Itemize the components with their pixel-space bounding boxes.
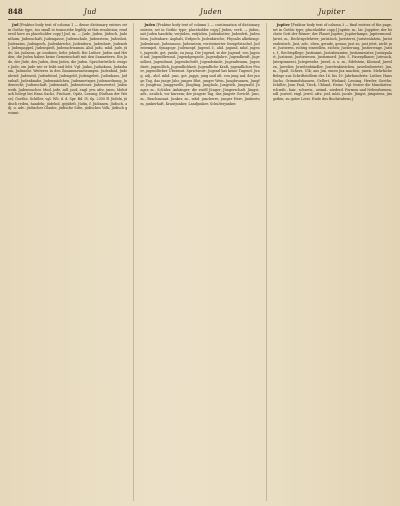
column-1-text: [Fraktur body text of column 1 — dense dictionary entries set in Gothic type, too small to transcribe legibly at this resolution; rendered here as placeholder copy.] Jud, m. — Jude, Juden, Jüdisch, Judenthum, Judenschaft, Judengasse, Judenschule, Judenstern, Judenhut, Judenzins, Judenpech, Judenkirsche, Judendorn, Judenbart, Judenohr, Judenpappel, Judenspieß, Judenschwamm. Ahd. judo, mhd. jude, jüde; lat. judaeus, gr. ioudaios; hebr. jehudi. Bei Luther: Juden und Heiden; die Juden haben keine Gemeinschaft mit den Samaritern. Ein Jude, der Jüde, des Juden, dem Juden, die Juden. Sprichwörtlich: ewiger Jude; ein Jude wie er leibt und lebt. Vgl. Judas, Judaskuss, Judasbaum, Judasohr. Weiteres in den Zusammensetzungen: Judenbad, Judenbrief, Judeneid, Judenfeind, Judengeld, Judengeleit, Judenhaus, Judenhaß, Judenknabe, Judenmädchen, Judenmetzger, Judenordnung, Judenrecht, Judenschaft, Judenstadt, Judensteuer, Judenviertel, Judenweib, Judenwucher. Mnd. jode, ndl. jood, engl. jew, afrz. juieu. Mehrfach belegt bei Hans Sachs, Fischart, Opitz, Lessing (Nathan der Weise), Goethe, Schiller; vgl. Wb. d. d. Spr. Bd. IV, Sp. 2350 ff. Jüdeln, jüdisch reden, handeln; jüdelnd, gejüdelt. Jüdin, f. Jüdinnen. Jüdisch, adj. u. adv.: jüdischer Glaube, jüdische Sitte, jüdisches Volk, jüdisch gesinnt.: [8, 23, 128, 115]
column-3-text: [Fraktur body text of column 3 — final entries of the page, set in Gothic type; placeholder copy.] Jupiter, m., lat. Juppiter, der höchste Gott der Römer; der Planet Jupiter; Jupiterlampe, Jupitermond. Jurist, m., Rechtsgelehrter; juristisch, Juristerei, Juristenlatein, Juristendeutsch. Just, adv., eben, gerade, genau; just so, just jetzt, nicht just. Justieren, richtig einstellen, eichen; Justierung, Justierwage. Justiz, f., Rechtspflege; Justizamt, Justizbeamter, Justizminister, Justizpalast, Justizrat, Justizwesen, Justizmord. Jute, f., Faserpflanze; Jutesack, Jutespinnerei, Jutegewebe. Juwel, n. u. m., Edelstein, Kleinod; Juwelen, Juwelier, Juwelenhändler, Juwelenkästchen, juwelenbesetzt. Jux, m., Spaß, Scherz, Ulk; aus Jux, einen Jux machen; juxen. Mehrfache Belege aus Schriftstellern des 16. bis 19. Jahrhunderts: Luther, Hans Sachs, Grimmelshausen, Gellert, Wieland, Lessing, Herder, Goethe, Schiller, Jean Paul, Tieck, Uhland, Heine. Vgl. ferner die Mundarten: schwäb., bair., schweiz., ostmd., niederd. Formen und Nebenformen; ndl. juweel, engl. jewel, afrz. joel, mlat. jocale. Jüngst, jüngstens, jüngsthin; zu guter Letzt. Ende des Buchstabens J.: [272, 23, 392, 101]
column-2-heading: Juden: [200, 8, 222, 16]
text-columns: [8, 23, 392, 501]
column-3-heading: Jupiter: [318, 8, 345, 16]
column-divider: [266, 23, 267, 501]
column-2-lemma: Juden: [144, 23, 156, 27]
column-1-heading: Jud: [83, 8, 97, 16]
header-rule: [8, 19, 392, 20]
column-2-text: [Fraktur body text of column 2 — continuation of dictionary entries, set in Gothic type; placeholder copy.] Juden, verb. — jüden, mit Juden handeln; verjüden, entjüden. Judenbutter, Judenfett, Judenleim, Judenharz: Asphalt, Erdpech. Judenkirsche, Physalis alkekengi. Judenkraut. Judenmoos. Judenstein, versteinerter Seeigelstachel. Judentempel, Synagoge. Judenzopf. Jugend, f., ahd. jugund, mhd. jugent, jugende, got. junda; zu jung. Die Jugend, in der Jugend, von Jugend auf, Jugendfreund, Jugendgespiele, Jugendjahre, Jugendkraft, Jugendlust, Jugendmut, Jugendschrift, Jugendsünde, Jugendtraum, Jugendzeit, jugendlich, Jugendlichkeit. Jugendliche Kraft, jugendliches Feuer, jugendlicher Übermut. Sprichwort: Jugend hat keine Tugend. Jung, adj., ahd. mhd. junc, got. juggs; jung und alt, von jung auf, der junge Tag, das junge Jahr, junges Blut, junger Wein, Jungbrunnen, Jungfer, Jungfrau, Junggeselle, Jüngling, Jungholz, Jungvieh, Jungwald. Jünger, m., Schüler, Anhänger; die zwölf Jünger; Jüngerschaft. Jüngst, adv., neulich, vor kurzem; der jüngste Tag, das jüngste Gericht. Juni, m., Brachmonat. Junker, m., mhd. juncherre, junger Herr; Junkertum, junkerhaft, Krautjunker, Landjunker, Schulterjunker.: [140, 23, 260, 106]
page-header: [8, 6, 392, 18]
page-number: 848: [8, 7, 23, 16]
column-3: [273, 23, 392, 501]
column-2: [140, 23, 259, 501]
column-3-lemma: Jupiter: [276, 23, 290, 27]
column-divider: [133, 23, 134, 501]
column-1: [8, 23, 127, 501]
column-1-lemma: Jud: [12, 23, 19, 27]
